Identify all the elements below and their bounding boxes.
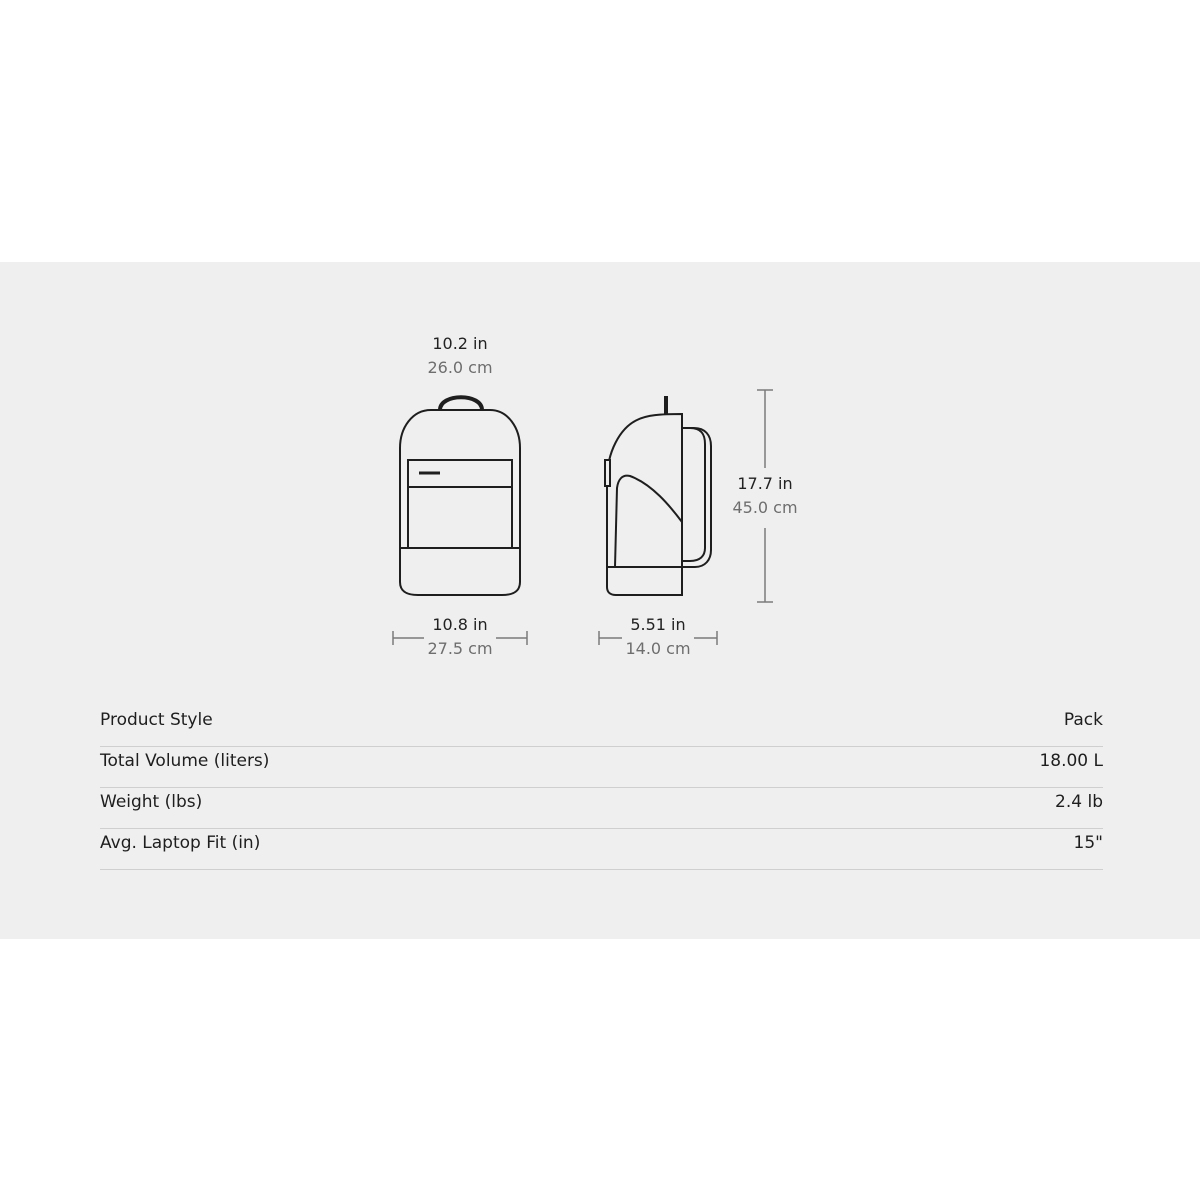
top-dimension-cm: 26.0 cm (427, 358, 493, 377)
top-dimension-label (410, 332, 510, 380)
specs-panel (0, 262, 1200, 939)
spec-value: 18.00 L (1039, 751, 1103, 771)
height-dimension-in: 17.7 in (737, 474, 793, 493)
width-dimension-label (410, 613, 510, 661)
height-dimension-cm: 45.0 cm (732, 498, 798, 517)
specs-table (100, 706, 1103, 870)
top-dimension-in: 10.2 in (432, 334, 488, 353)
depth-dimension-cm: 14.0 cm (625, 639, 691, 658)
backpack-side-view (605, 396, 711, 595)
depth-dimension-in: 5.51 in (630, 615, 686, 634)
spec-value: 2.4 lb (1055, 792, 1103, 812)
spec-value: 15" (1073, 833, 1103, 853)
spec-row-total-volume (100, 747, 1103, 788)
depth-dimension-label (608, 613, 708, 661)
width-dimension-in: 10.8 in (432, 615, 488, 634)
backpack-front-view (400, 397, 520, 595)
spec-label: Total Volume (liters) (100, 751, 270, 771)
width-dimension-cm: 27.5 cm (427, 639, 493, 658)
spec-label: Avg. Laptop Fit (in) (100, 833, 261, 853)
spec-label: Product Style (100, 710, 213, 730)
spec-row-weight (100, 788, 1103, 829)
spec-label: Weight (lbs) (100, 792, 203, 812)
height-dimension-label (715, 472, 815, 520)
spec-value: Pack (1063, 710, 1103, 730)
spec-row-product-style (100, 706, 1103, 747)
spec-row-laptop-fit (100, 829, 1103, 870)
